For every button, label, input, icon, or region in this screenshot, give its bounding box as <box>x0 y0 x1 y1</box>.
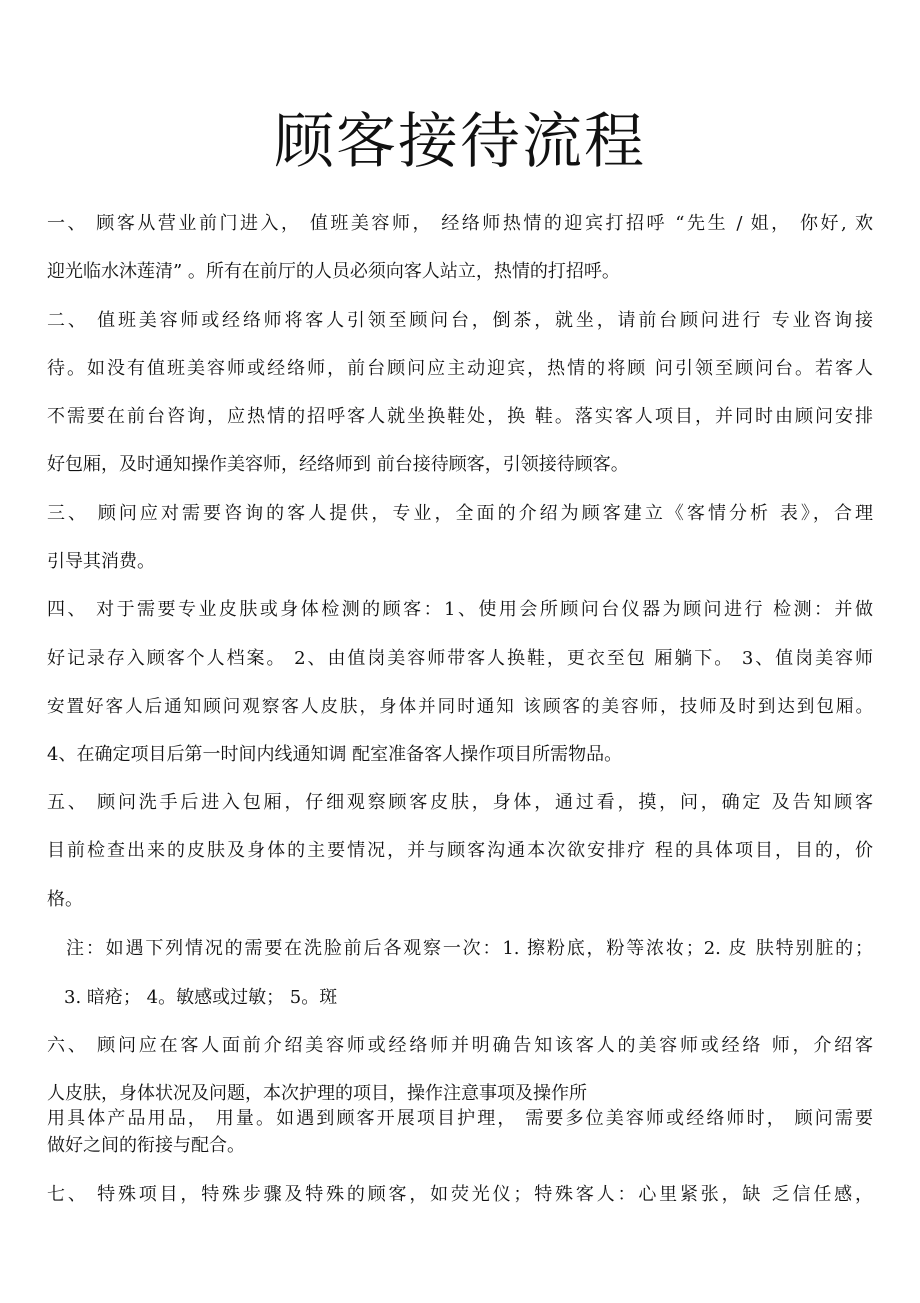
paragraph-1-line-2: 迎光临水沐莲清” 。所有在前厅的人员必须向客人站立，热情的打招呼。 <box>47 261 620 282</box>
paragraph-4-line-3: 安置好客人后通知顾问观察客人皮肤，身体并同时通知 该顾客的美容师，技师及时到达到包厢。 <box>47 697 873 717</box>
note-line-1: 注：如遇下列情况的需要在洗脸前后各观察一次：1. 擦粉底，粉等浓妆；2. 皮 肤特别脏的； <box>66 938 873 959</box>
paragraph-4-line-1: 四、 对于需要专业皮肤或身体检测的顾客：1、使用会所顾问台仪器为顾问进行 检测：并做 <box>47 599 873 620</box>
page-title: 顾客接待流程 <box>274 107 646 177</box>
paragraph-6-line-4: 做好之间的衔接与配合。 <box>47 1135 245 1156</box>
paragraph-2-line-3: 不需要在前台咨询，应热情的招呼客人就坐换鞋处，换 鞋。落实客人项目，并同时由顾问安排 <box>47 406 873 427</box>
paragraph-3-line-2: 引导其消费。 <box>47 551 155 572</box>
paragraph-2-line-4: 好包厢，及时通知操作美容师，经络师到 前台接待顾客，引领接待顾客。 <box>47 454 629 475</box>
paragraph-6-line-2: 人皮肤，身体状况及问题，本次护理的项目，操作注意事项及操作所 <box>47 1083 587 1104</box>
paragraph-6-line-3: 用具体产品用品， 用量。如遇到顾客开展项目护理， 需要多位美容师或经络师时， 顾问需要 <box>47 1108 873 1129</box>
paragraph-4-line-4: 4、在确定项目后第一时间内线通知调 配室准备客人操作项目所需物品。 <box>47 744 623 765</box>
paragraph-2-line-2: 待。如没有值班美容师或经络师，前台顾问应主动迎宾，热情的将顾 问引领至顾问台。若客人 <box>47 358 873 379</box>
note-line-2: 3. 暗疮； 4。敏感或过敏； 5。斑 <box>64 987 338 1008</box>
paragraph-6-line-1: 六、 顾问应在客人面前介绍美容师或经络师并明确告知该客人的美容师或经络 师，介绍客 <box>47 1035 873 1056</box>
paragraph-5-line-1: 五、 顾问洗手后进入包厢，仔细观察顾客皮肤，身体，通过看，摸，问，确定 及告知顾客 <box>47 792 873 813</box>
paragraph-5-line-3: 格。 <box>47 889 83 910</box>
paragraph-3-line-1: 三、 顾问应对需要咨询的客人提供，专业，全面的介绍为顾客建立《客情分析 表》，合理 <box>47 503 873 524</box>
paragraph-4-line-2: 好记录存入顾客个人档案。 2、由值岗美容师带客人换鞋，更衣至包 厢躺下。 3、值岗美容师 <box>47 648 873 669</box>
paragraph-7-line-1: 七、 特殊项目，特殊步骤及特殊的顾客，如荧光仪；特殊客人：心里紧张，缺 乏信任感， <box>47 1184 873 1205</box>
paragraph-5-line-2: 目前检查出来的皮肤及身体的主要情况，并与顾客沟通本次欲安排疗 程的具体项目，目的，价 <box>47 840 873 861</box>
paragraph-2-line-1: 二、 值班美容师或经络师将客人引领至顾问台，倒茶，就坐，请前台顾问进行 专业咨询接 <box>47 310 873 331</box>
paragraph-1-line-1: 一、 顾客从营业前门进入， 值班美容师， 经络师热情的迎宾打招呼 “先生 / 姐， 你好, 欢 <box>47 213 873 234</box>
